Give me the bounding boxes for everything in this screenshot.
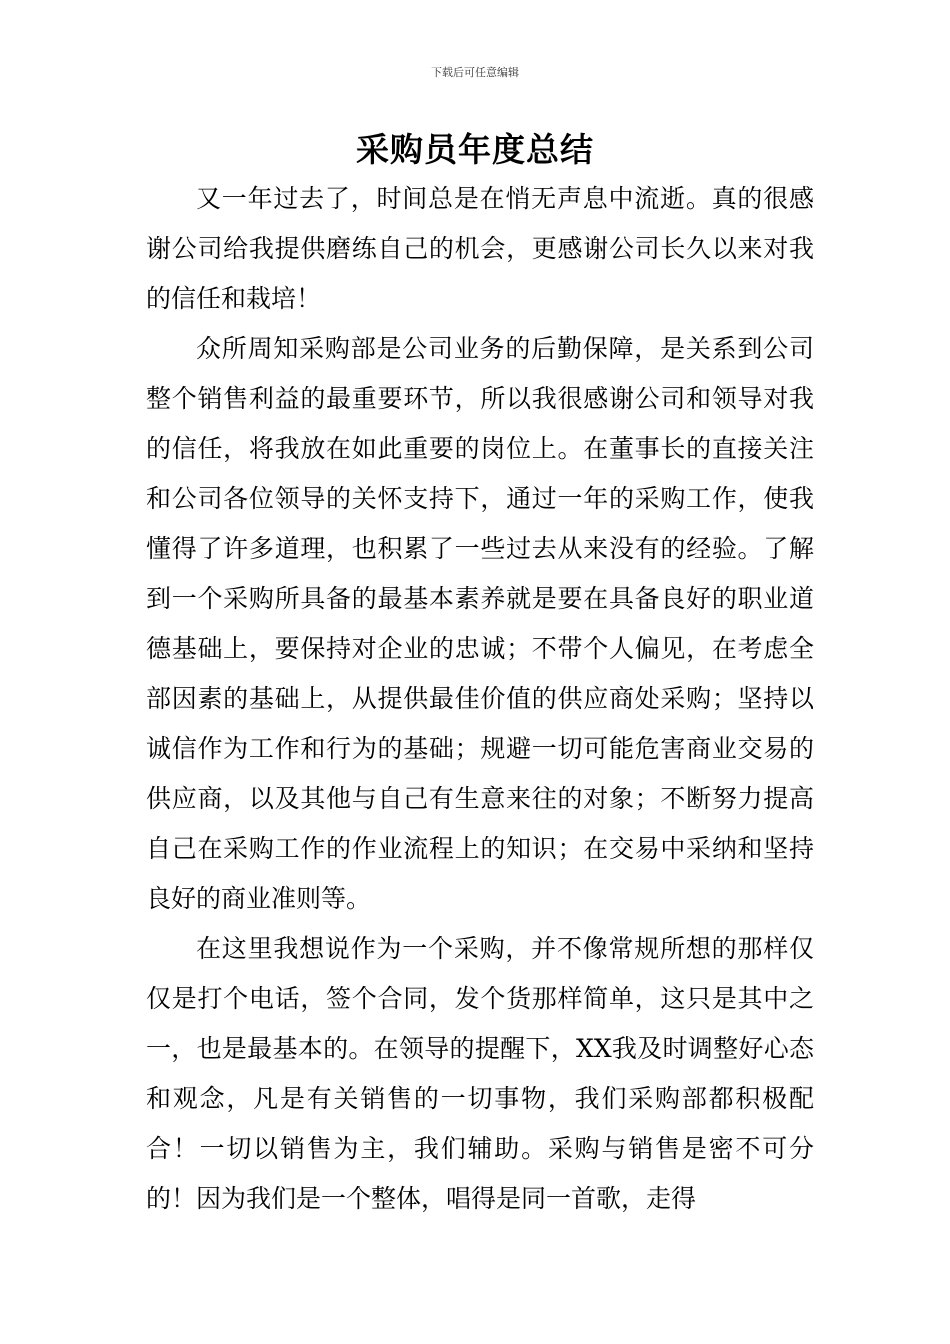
paragraph-1: 又一年过去了，时间总是在悄无声息中流逝。真的很感谢公司给我提供磨练自己的机会，更感谢公司长久以来对我的信任和栽培！ <box>146 184 814 313</box>
document-title: 采购员年度总结 <box>356 130 594 169</box>
document-body <box>146 174 814 1224</box>
header-note: 下载后可任意编辑 <box>431 66 519 79</box>
paragraph-2: 众所周知采购部是公司业务的后勤保障，是关系到公司整个销售利益的最重要环节，所以我很感谢公司和领导对我的信任，将我放在如此重要的岗位上。在董事长的直接关注和公司各位领导的关怀支持下，通过一年的采购工作，使我懂得了许多道理，也积累了一些过去从来没有的经验。了解到一个采购所具备的最基本素养就是要在具备良好的职业道德基础上，要保持对企业的忠诚；不带个人偏见，在考虑全部因素的基础上，从提供最佳价值的供应商处采购；坚持以诚信作为工作和行为的基础；规避一切可能危害商业交易的供应商，以及其他与自己有生意来往的对象；不断努力提高自己在采购工作的作业流程上的知识；在交易中采纳和坚持良好的商业准则等。 <box>146 334 814 913</box>
paragraph-3: 在这里我想说作为一个采购，并不像常规所想的那样仅仅是打个电话，签个合同，发个货那样简单，这只是其中之一，也是最基本的。在领导的提醒下，XX我及时调整好心态和观念，凡是有关销售的一切事物，我们采购部都积极配合！一切以销售为主，我们辅助。采购与销售是密不可分的！因为我们是一个整体，唱得是同一首歌，走得 <box>146 934 814 1213</box>
